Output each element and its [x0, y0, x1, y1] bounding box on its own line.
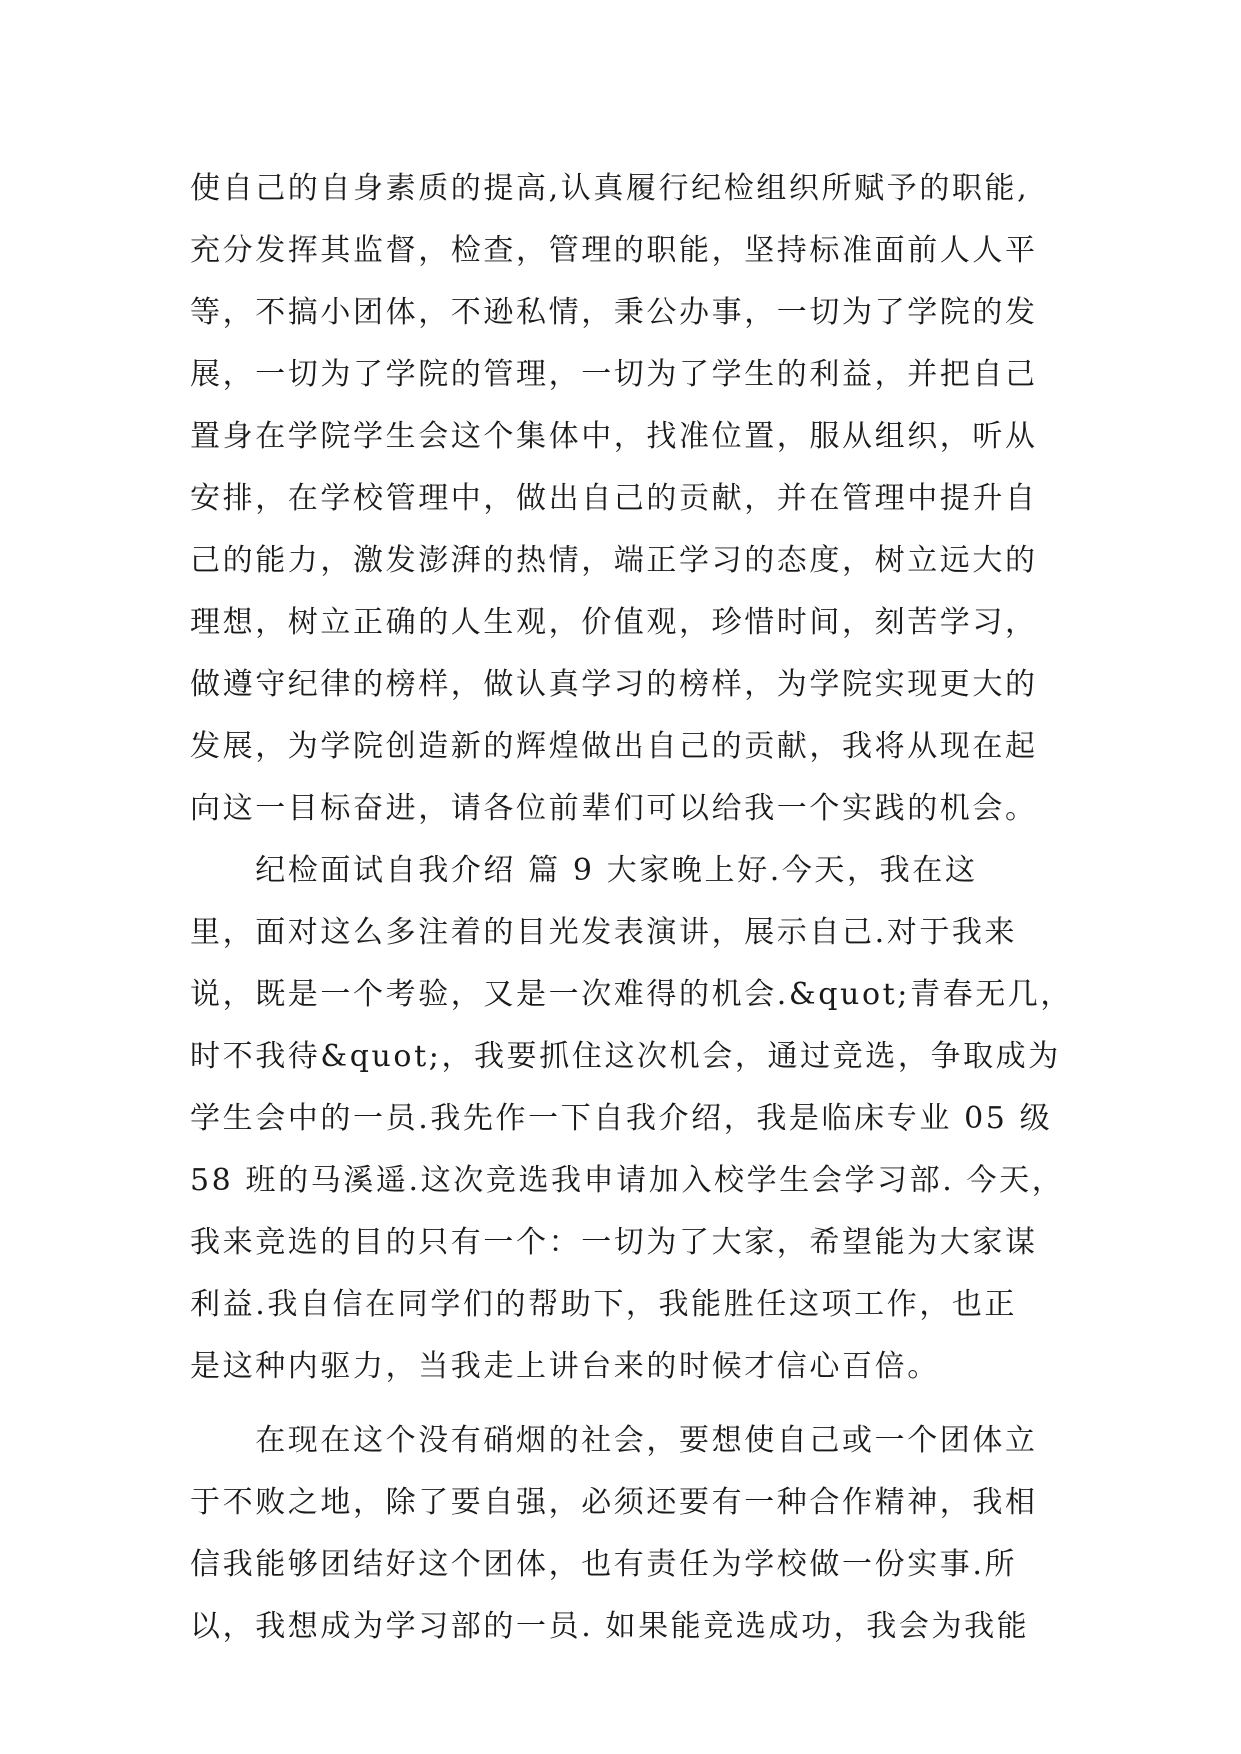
- text-line: 安排，在学校管理中，做出自己的贡献，并在管理中提升自: [190, 481, 1038, 516]
- text-line: 是这种内驱力，当我走上讲台来的时候才信心百倍。: [190, 1349, 940, 1384]
- text-line: 里，面对这么多注着的目光发表演讲，展示自己.对于我来: [190, 915, 1018, 950]
- text-line: 以，我想成为学习部的一员. 如果能竞选成功，我会为我能: [190, 1609, 1030, 1644]
- document-body: [190, 158, 1090, 1658]
- text-line: 充分发挥其监督，检查，管理的职能，坚持标准面前人人平: [190, 233, 1038, 268]
- text-line: 纪检面试自我介绍 篇 9 大家晚上好.今天，我在这: [190, 853, 978, 888]
- text-line: 信我能够团结好这个团体，也有责任为学校做一份实事.所: [190, 1547, 1018, 1582]
- text-line: 己的能力，激发澎湃的热情，端正学习的态度，树立远大的: [190, 543, 1038, 578]
- text-line: 利益.我自信在同学们的帮助下，我能胜任这项工作，也正: [190, 1287, 1018, 1322]
- text-line: 我来竞选的目的只有一个：一切为了大家，希望能为大家谋: [190, 1225, 1038, 1260]
- text-line: 58 班的马溪遥.这次竞选我申请加入校学生会学习部. 今天，: [190, 1163, 1065, 1198]
- paragraph-gap: [190, 1398, 1090, 1410]
- text-line: 时不我待&quot;，我要抓住这次机会，通过竞选，争取成为: [190, 1039, 1061, 1074]
- text-line: 等，不搞小团体，不逊私情，秉公办事，一切为了学院的发: [190, 295, 1038, 330]
- text-line: 展，一切为了学院的管理，一切为了学生的利益，并把自己: [190, 357, 1038, 392]
- text-line: 置身在学院学生会这个集体中，找准位置，服从组织，听从: [190, 419, 1038, 454]
- text-line: 理想，树立正确的人生观，价值观，珍惜时间，刻苦学习，: [190, 605, 1038, 640]
- text-line: 于不败之地，除了要自强，必须还要有一种合作精神，我相: [190, 1485, 1038, 1520]
- text-line: 发展，为学院创造新的辉煌做出自己的贡献，我将从现在起: [190, 729, 1038, 764]
- text-line: 说，既是一个考验，又是一次难得的机会.&quot;青春无几，: [190, 977, 1073, 1012]
- text-line: 在现在这个没有硝烟的社会，要想使自己或一个团体立: [190, 1423, 1038, 1458]
- text-line: 向这一目标奋进，请各位前辈们可以给我一个实践的机会。: [190, 791, 1038, 826]
- text-line: 学生会中的一员.我先作一下自我介绍，我是临床专业 05 级: [190, 1101, 1053, 1136]
- text-line: 做遵守纪律的榜样，做认真学习的榜样，为学院实现更大的: [190, 667, 1038, 702]
- text-line: 使自己的自身素质的提高,认真履行纪检组织所赋予的职能,: [190, 171, 1030, 206]
